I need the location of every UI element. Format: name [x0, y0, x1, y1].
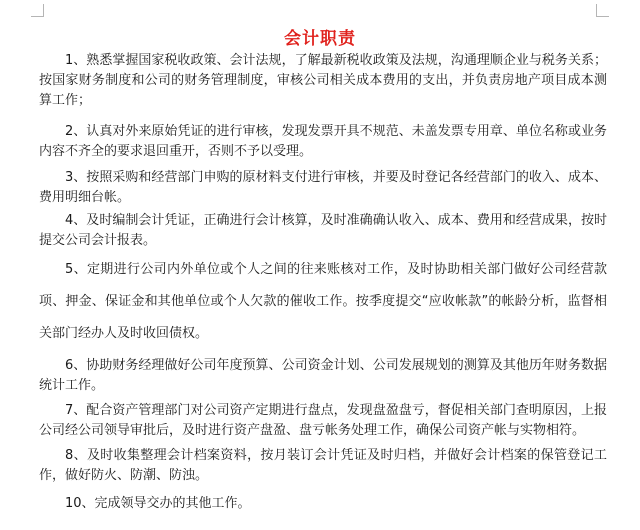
paragraph-1: 1、熟悉掌握国家税收政策、会计法规，了解最新税收政策及法规，沟通理顺企业与税务关系；按国家财务制度和公司的财务管理制度，审核公司相关成本费用的支出，并负责房地产项目成本测算工作；: [39, 53, 607, 108]
paragraph-5: 5、定期进行公司内外单位或个人之间的往来账核对工作，及时协助相关部门做好公司经营款项、押金、保证金和其他单位或个人欠款的催收工作。按季度提交“应收帐款”的帐龄分析，监督相关部门经办人及时收回债权。: [39, 262, 607, 341]
paragraph-4: 4、及时编制会计凭证，正确进行会计核算，及时准确确认收入、成本、费用和经营成果，按时提交公司会计报表。: [39, 213, 607, 248]
paragraph-2: 2、认真对外来原始凭证的进行审核，发现发票开具不规范、未盖发票专用章、单位名称或业务内容不齐全的要求退回重开，否则不予以受理。: [39, 124, 607, 159]
paragraph-3: 3、按照采购和经营部门申购的原材料支付进行审核，并要及时登记各经营部门的收入、成本、费用明细台帐。: [39, 170, 607, 205]
paragraph-8: 8、及时收集整理会计档案资料，按月装订会计凭证及时归档，并做好会计档案的保管登记工作，做好防火、防潮、防浊。: [39, 448, 607, 483]
paragraph-7: 7、配合资产管理部门对公司资产定期进行盘点，发现盘盈盘亏，督促相关部门查明原因，上报公司经公司领导审批后，及时进行资产盘盈、盘亏帐务处理工作，确保公司资产帐与实物相符。: [39, 403, 607, 438]
page-corner-mark-right: [596, 4, 609, 17]
page-corner-mark-left: [31, 4, 44, 17]
paragraph-10: 10、完成领导交办的其他工作。: [65, 496, 251, 511]
paragraph-6: 6、协助财务经理做好公司年度预算、公司资金计划、公司发展规划的测算及其他历年财务数据统计工作。: [39, 358, 607, 393]
document-title: 会计职责: [284, 29, 356, 49]
